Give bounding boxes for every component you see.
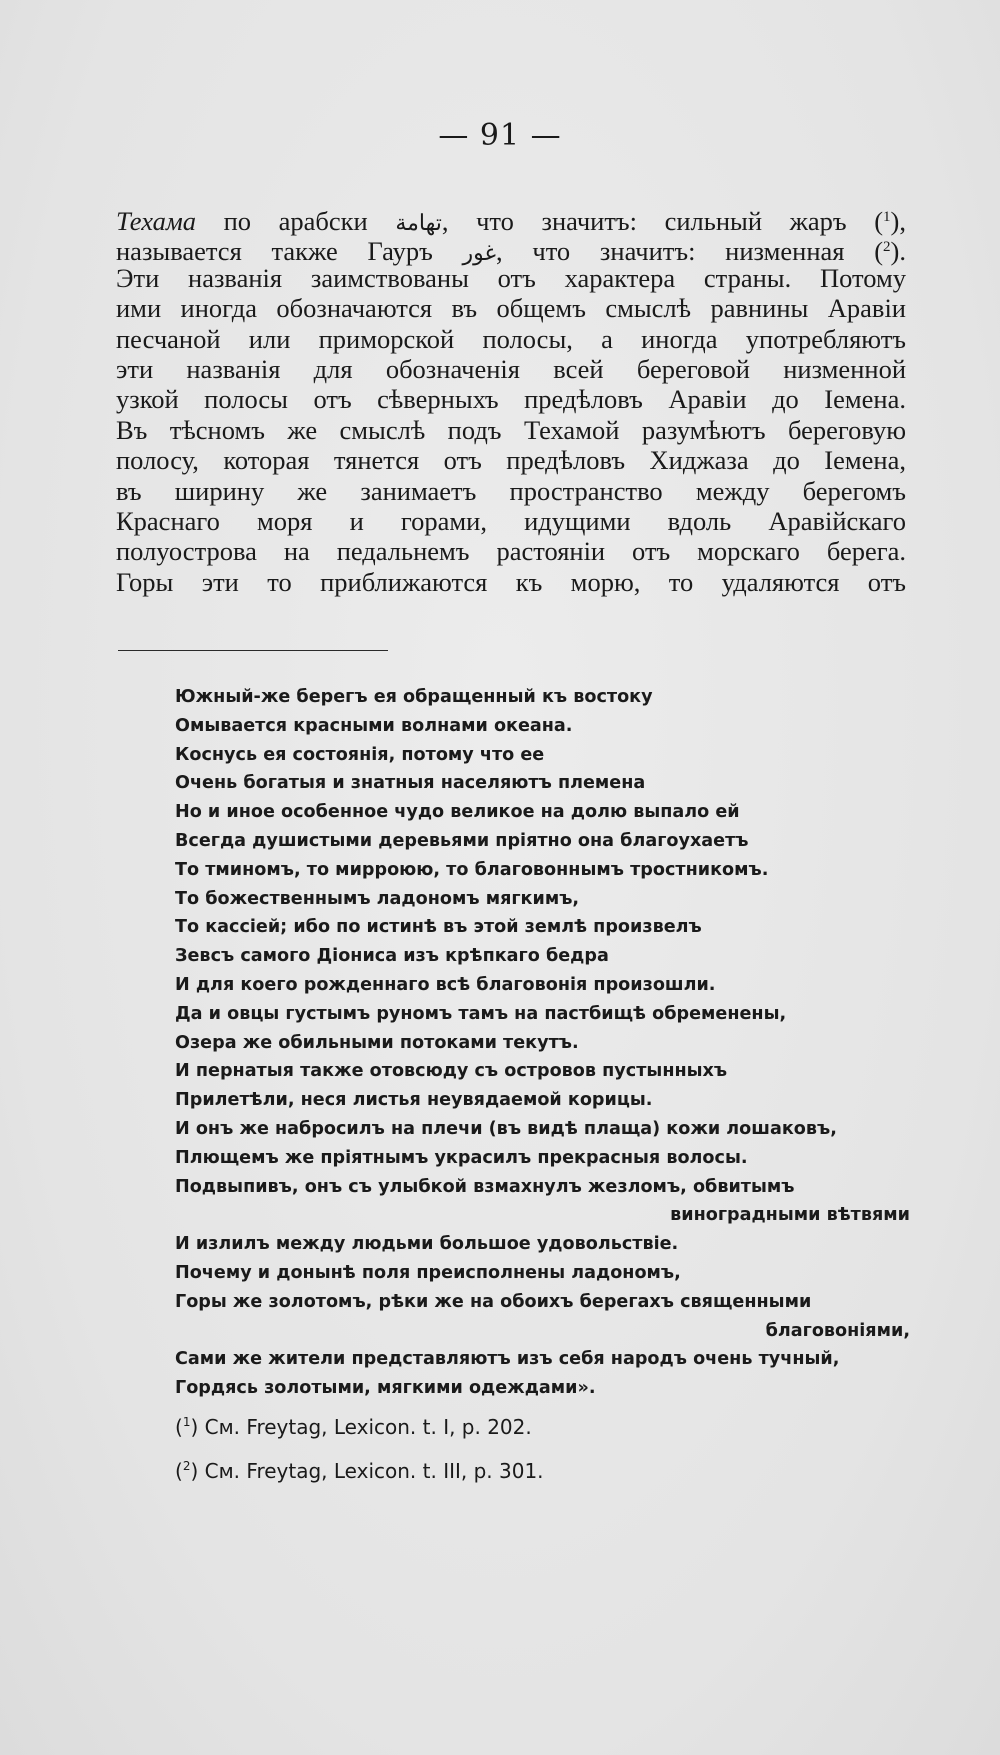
footnote-text: См. Freytag, Lexicon. t. I, p. 202. — [198, 1415, 532, 1439]
text-fragment: ), — [890, 206, 906, 236]
poem-line: То тминомъ, то мирроюю, то благовоннымъ тростникомъ. — [175, 859, 769, 880]
poem-line: То кассіей; ибо по истинѣ въ этой землѣ произвелъ — [175, 917, 702, 938]
poem-line: И пернатыя также отовсюду съ островов пустынныхъ — [175, 1061, 728, 1082]
poem-line-continuation: виноградными вѣтвями — [670, 1205, 910, 1226]
poem-line: Гордясь золотыми, мягкими одеждами». — [175, 1378, 596, 1399]
main-line: песчаной или приморской полосы, а иногда употребляютъ — [116, 323, 906, 354]
footnote-text: См. Freytag, Lexicon. t. III, p. 301. — [198, 1459, 544, 1483]
footnote-ref-2: 2 — [883, 239, 891, 256]
poem-line-continuation: благовоніями, — [765, 1320, 910, 1341]
main-line-1 — [116, 202, 906, 236]
main-line-2 — [116, 232, 906, 267]
footnote-separator — [118, 650, 388, 651]
main-line: узкой полосы отъ сѣверныхъ предѣловъ Аравіи до Іемена. — [116, 384, 906, 415]
footnote-1: ($^1$) См. Freytag, Lexicon. t. I, p. 202. — [175, 1415, 532, 1439]
arabic-word-ghaur: غور — [462, 241, 497, 267]
main-line: Въ тѣсномъ же смыслѣ подъ Техамой разумѣютъ береговую — [116, 414, 906, 445]
poem-line: И для коего рожденнаго всѣ благовонія произошли. — [175, 974, 716, 995]
poem-line: Почему и донынѣ поля преисполнены ладономъ, — [175, 1262, 681, 1283]
poem-line: Сами же жители представляютъ изъ себя народъ очень тучный, — [175, 1349, 840, 1370]
arabic-word-tihama: تهامة — [395, 211, 442, 236]
text-fragment: , что значитъ: низменная ( — [496, 236, 884, 267]
poem-line: Южный-же берегъ ея обращенный къ востоку — [175, 687, 653, 707]
poem-line: Очень богатыя и знатныя населяютъ племена — [175, 773, 646, 794]
poem-line: Коснусь ея состоянія, потому что ее — [175, 744, 545, 765]
poem-line: Горы же золотомъ, рѣки же на обоихъ берегахъ священными — [175, 1291, 812, 1312]
main-line: полуострова на педальнемъ растояніи отъ морскаго берега. — [116, 536, 906, 567]
main-line: въ ширину же занимаетъ пространство между берегомъ — [116, 475, 906, 506]
footnote-ref-1: 1 — [883, 209, 891, 225]
poem-line: То божественнымъ ладономъ мягкимъ, — [175, 888, 580, 909]
footnote-marker: 2 — [182, 1459, 191, 1473]
poem-line: Омывается красными волнами океана. — [175, 715, 573, 736]
main-line: Краснаго моря и горами, идущими вдоль Аравійскаго — [116, 505, 906, 536]
poem-line: Да и овцы густымъ руномъ тамъ на пастбищѣ обременены, — [175, 1003, 787, 1024]
text-fragment: по арабски — [196, 206, 396, 236]
poem-line: И онъ же набросилъ на плечи (въ видѣ плаща) кожи лошаковъ, — [175, 1118, 837, 1139]
main-line: эти названія для обозначенія всей береговой низменной — [116, 353, 906, 384]
main-line: Горы эти то приближаются къ морю, то удаляются отъ — [116, 566, 906, 597]
footnote-marker: 1 — [182, 1415, 191, 1429]
page-number: — 91 — — [438, 118, 562, 153]
main-line: полосу, которая тянется отъ предѣловъ Хиджаза до Іемена, — [116, 445, 906, 476]
poem-line: И излилъ между людьми большое удовольствіе. — [175, 1234, 679, 1255]
main-line: Эти названія заимствованы отъ характера страны. Потому — [116, 262, 906, 293]
poem-line: Зевсъ самого Діониса изъ крѣпкаго бедра — [175, 946, 609, 967]
term-tehama: Техама — [116, 206, 197, 236]
poem-line: Но и иное особенное чудо великое на долю выпало ей — [175, 802, 740, 823]
text-fragment: ). — [890, 236, 906, 267]
poem-line: Прилетѣли, неся листья неувядаемой корицы. — [175, 1090, 653, 1111]
poem-quotation — [175, 683, 910, 1403]
text-fragment: называется также Гауръ — [116, 236, 463, 267]
poem-line: Всегда душистыми деревьями пріятно она благоухаетъ — [175, 830, 749, 851]
footnotes — [175, 1403, 775, 1491]
text-fragment: , что значитъ: сильный жаръ ( — [441, 206, 884, 236]
main-paragraph — [116, 202, 906, 597]
poem-line: Подвыпивъ, онъ съ улыбкой взмахнулъ жезломъ, обвитымъ — [175, 1176, 795, 1197]
poem-line: Озера же обильными потоками текутъ. — [175, 1032, 579, 1053]
footnote-2: ($^2$) См. Freytag, Lexicon. t. III, p. 301. — [175, 1459, 544, 1483]
main-line: ими иногда обозначаются въ общемъ смыслѣ равнины Аравіи — [116, 293, 906, 324]
poem-line: Плющемъ же пріятнымъ украсилъ прекрасныя волосы. — [175, 1147, 748, 1168]
